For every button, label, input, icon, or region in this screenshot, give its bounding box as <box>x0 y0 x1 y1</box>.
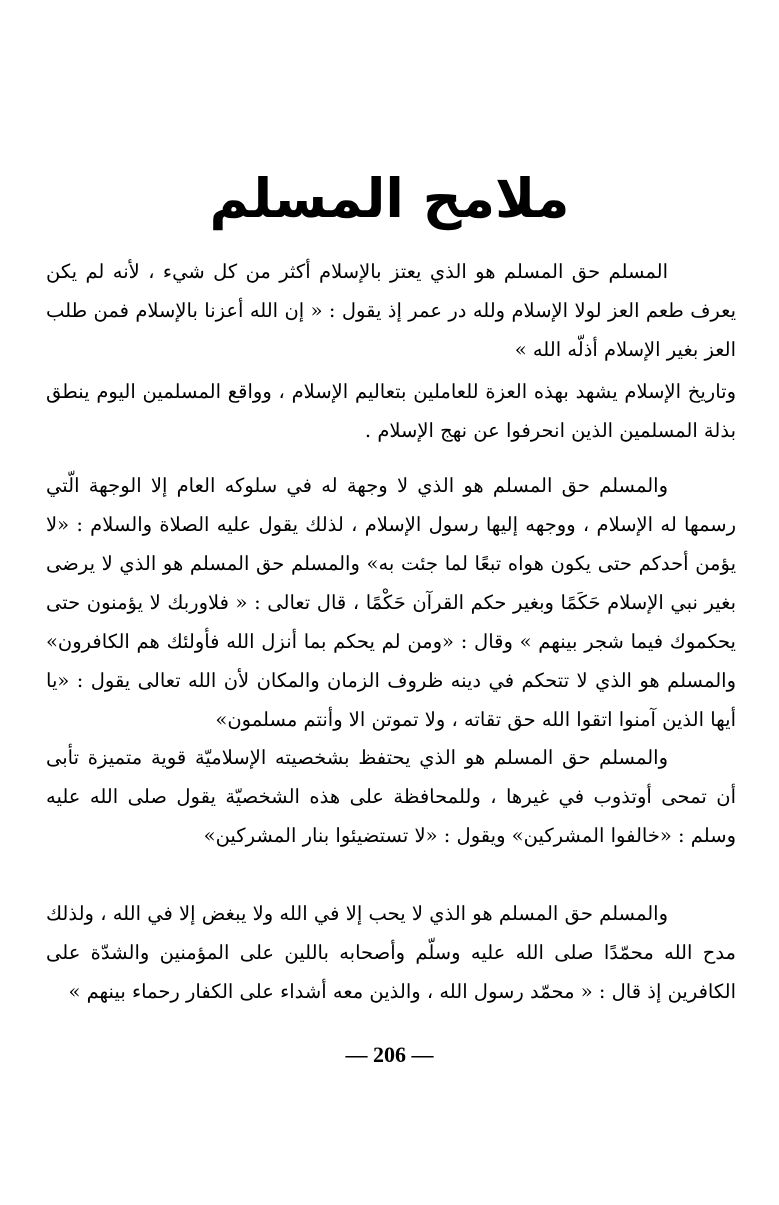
page-number: — 206 — <box>345 1042 434 1067</box>
paragraph-history-of-islam: وتاريخ الإسلام يشهد بهذه العزة للعاملين بتعاليم الإسلام ، وواقع المسلمين اليوم ينطق بذلة المسلمين الذين انحرفوا عن نهج الإسلام . <box>46 380 736 442</box>
paragraph-pride-in-islam: المسلم حق المسلم هو الذي يعتز بالإسلام أكثر من كل شيء ، لأنه لم يكن يعرف طعم العز لولا الإسلام ولله در عمر إذ يقول : « إن الله أعزنا بالإسلام فمن طلب العز بغير الإسلام أذلّه الله » <box>46 260 736 361</box>
paragraph-conduct-and-judgment: والمسلم حق المسلم هو الذي لا وجهة له في سلوكه العام إلا الوجهة الّتي رسمها له الإسلام ، ووجهه إليها رسول الإسلام ، لذلك يقول عليه الصلاة والسلام : «لا يؤمن أحدكم حتى يكون هواه تبعًا لما جئت به» والمسلم حق المسلم هو الذي لا يرضى بغير نبي الإسلام حَكَمًا وبغير حكم القرآن حَكْمًا ، قال تعالى : « فلاوربك لا يؤمنون حتى يحكموك فيما شجر بينهم » وقال : «ومن لم يحكم بما أنزل الله فأولئك هم الكافرون» والمسلم هو الذي لا تتحكم في دينه ظروف الزمان والمكان لأن الله تعالى يقول : «يا أيها الذين آمنوا اتقوا الله حق تقاته ، ولا تموتن الا وأنتم مسلمون» <box>46 474 736 731</box>
chapter-title: ملامح المسلم <box>209 167 570 231</box>
paragraph-distinct-identity: والمسلم حق المسلم هو الذي يحتفظ بشخصيته الإسلاميّة قوية متميزة تأبى أن تمحى أوتذوب في غيرها ، وللمحافظة على هذه الشخصيّة يقول صلى الله عليه وسلم : «خالفوا المشركين» ويقول : «لا تستضيئوا بنار المشركين» <box>46 746 736 847</box>
paragraph-love-for-god: والمسلم حق المسلم هو الذي لا يحب إلا في الله ولا يبغض إلا في الله ، ولذلك مدح الله محمّدًا صلى الله عليه وسلّم وأصحابه باللين على المؤمنين والشدّة على الكافرين إذ قال : « محمّد رسول الله ، والذين معه أشداء على الكفار رحماء بينهم » <box>46 902 736 1003</box>
